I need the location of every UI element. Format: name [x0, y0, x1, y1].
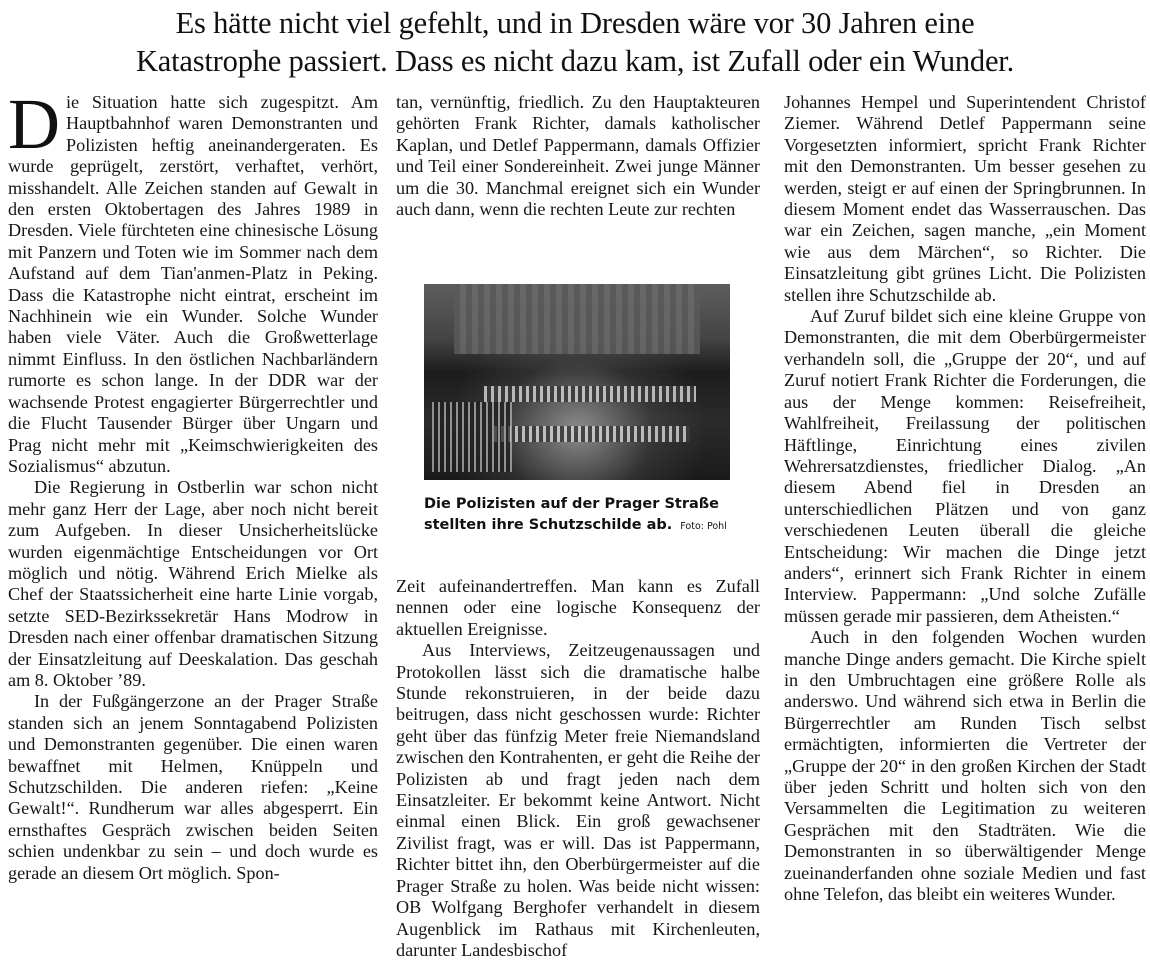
photo-building	[454, 284, 700, 354]
photo-police-line	[494, 426, 690, 442]
article-column-2-bottom	[396, 576, 760, 961]
photo-caption	[424, 494, 744, 537]
paragraph-9: Auch in den folgenden Wochen wurden manche Dinge anders gemacht. Die Kirche spielt in den Umbruchtagen eine größere Rolle als anderswo. Und während sich etwa in Berlin die Bürgerrechtler am Runden Tisch selbst ermächtigten, informierten die Vertreter der „Gruppe der 20“ in den großen Kirchen der Stadt über jeden Schritt und holten sich von den Versammelten die Legitimation zu weiteren Gesprächen mit den Stadträten. Wie die Demonstranten in so überwältigender Menge zueinanderfanden ohne soziale Medien und fast ohne Telefon, das bleibt ein weiteres Wunder.	[784, 627, 1146, 905]
paragraph-7: Johannes Hempel und Superintendent Christof Ziemer. Während Detlef Pappermann seine Vorgesetzten informiert, spricht Frank Richter mit den Demonstranten. Um besser gesehen zu werden, steigt er auf einen der Springbrunnen. In diesem Moment endet das Wasserrauschen. Das war ein Zeichen, sagen manche, „ein Moment wie aus dem Märchen“, so Richter. Die Einsatzleitung gibt grünes Licht. Die Polizisten stellen ihre Schutzschilde ab.	[784, 92, 1146, 305]
paragraph-1-text: ie Situation hatte sich zugespitzt. Am Hauptbahnhof waren Demonstranten und Polizisten heftig aneinandergeraten. Es wurde geprügelt, zerstört, verhaftet, verhört, misshandelt. Alle Zeichen standen auf Gewalt in den ersten Oktobertagen des Jahres 1989 in Dresden. Viele fürchteten eine chinesische Lösung mit Panzern und Toten wie im Sommer nach dem Aufstand auf dem Tian'anmen-Platz in Peking. Dass die Katastrophe nicht eintrat, erscheint im Nachhinein wie ein Wunder. Solche Wunder haben viele Väter. Auch die Großwetterlage nimmt Einfluss. In den östlichen Nachbarländern rumorte es schon lange. In der DDR war der wachsende Protest engagierter Bürgerrechtler und die Flucht Tausender Bürger über Ungarn und Prag nicht mehr mit „Keimschwierigkeiten des Sozialismus“ abzutun.	[8, 92, 378, 476]
paragraph-4: tan, vernünftig, friedlich. Zu den Hauptakteuren gehörten Frank Richter, damals katholischer Kaplan, und Detlef Pappermann, damals Offizier und Teil einer Sondereinheit. Zwei junge Männer um die 30. Manchmal ereignet sich ein Wunder auch dann, wenn die rechten Leute zur rechten	[396, 92, 760, 220]
caption-line-2: stellten ihre Schutzschilde ab.	[424, 517, 673, 533]
article-column-3	[784, 92, 1146, 905]
paragraph-2: Die Regierung in Ostberlin war schon nicht mehr ganz Herr der Lage, aber noch nicht bereit zum Aufgeben. In dieser Unsicherheitslücke wurden eigenmächtige Entscheidungen vor Ort möglich und nötig. Während Erich Mielke als Chef der Staatssicherheit eine harte Linie vorgab, setzte SED-Bezirkssekretär Hans Modrow in Dresden nach einer offenbar dramatischen Sitzung der Einsatzleitung auf Deeskalation. Das geschah am 8. Oktober ’89.	[8, 477, 378, 690]
news-photo	[424, 284, 730, 480]
headline	[0, 0, 1150, 80]
caption-line-1: Die Polizisten auf der Prager Straße	[424, 496, 720, 512]
paragraph-1	[8, 84, 378, 477]
article-column-1	[8, 84, 378, 884]
drop-cap: D	[8, 84, 60, 164]
paragraph-6: Aus Interviews, Zeitzeugenaussagen und Protokollen lässt sich die dramatische halbe Stunde rekonstruieren, in der beide dazu beitrugen, dass nicht geschossen wurde: Richter geht über das fünfzig Meter freie Niemandsland zwischen den Kontrahenten, er geht die Reihe der Polizisten ab und fragt jeden nach dem Einsatzleiter. Er bekommt keine Antwort. Nicht einmal einen Blick. Ein groß gewachsener Zivilist fragt, was er will. Das ist Pappermann, Richter bittet ihn, den Oberbürgermeister auf die Prager Straße zu holen. Was beide nicht wissen: OB Wolfgang Berghofer verhandelt in diesem Augenblick im Rathaus mit Kirchenleuten, darunter Landesbischof	[396, 640, 760, 960]
paragraph-3: In der Fußgängerzone an der Prager Straße standen sich an jenem Sonntagabend Polizisten und Demonstranten gegenüber. Die einen waren bewaffnet mit Helmen, Knüppeln und Schutzschilden. Die anderen riefen: „Keine Gewalt!“. Rundherum war alles abgesperrt. Ein ernsthaftes Gespräch zwischen beiden Seiten schien undenkbar zu sein – und doch wurde es gerade an diesem Ort möglich. Spon-	[8, 691, 378, 883]
photo-crowd	[432, 402, 512, 472]
headline-line-1: Es hätte nicht viel gefehlt, und in Dresden wäre vor 30 Jahren eine	[175, 6, 975, 40]
photo-police-line	[484, 386, 696, 402]
paragraph-5: Zeit aufeinandertreffen. Man kann es Zufall nennen oder eine logische Konsequenz der aktuellen Ereignisse.	[396, 576, 760, 639]
paragraph-8: Auf Zuruf bildet sich eine kleine Gruppe von Demonstranten, die mit dem Oberbürgermeister verhandeln soll, die „Gruppe der 20“, und auf Zuruf notiert Frank Richter die Forderungen, die aus der Menge kommen: Reisefreiheit, Wahlfreiheit, Freilassung der politischen Häftlinge, Einrichtung eines zivilen Wehrersatzdienstes, friedlicher Dialog. „An diesem Abend fiel in Dresden an unterschiedlichen Plätzen und von ganz verschiedenen Leuten überall die gleiche Entscheidung: Wir machen die Dinge jetzt anders“, erinnert sich Frank Richter in einem Interview. Pappermann: „Und solche Zufälle müssen gerade mir passieren, dem Atheisten.“	[784, 306, 1146, 626]
article-column-2-top	[396, 92, 760, 220]
headline-line-2: Katastrophe passiert. Dass es nicht dazu kam, ist Zufall oder ein Wunder.	[135, 44, 1015, 78]
photo-credit: Foto: Pohl	[680, 521, 727, 532]
